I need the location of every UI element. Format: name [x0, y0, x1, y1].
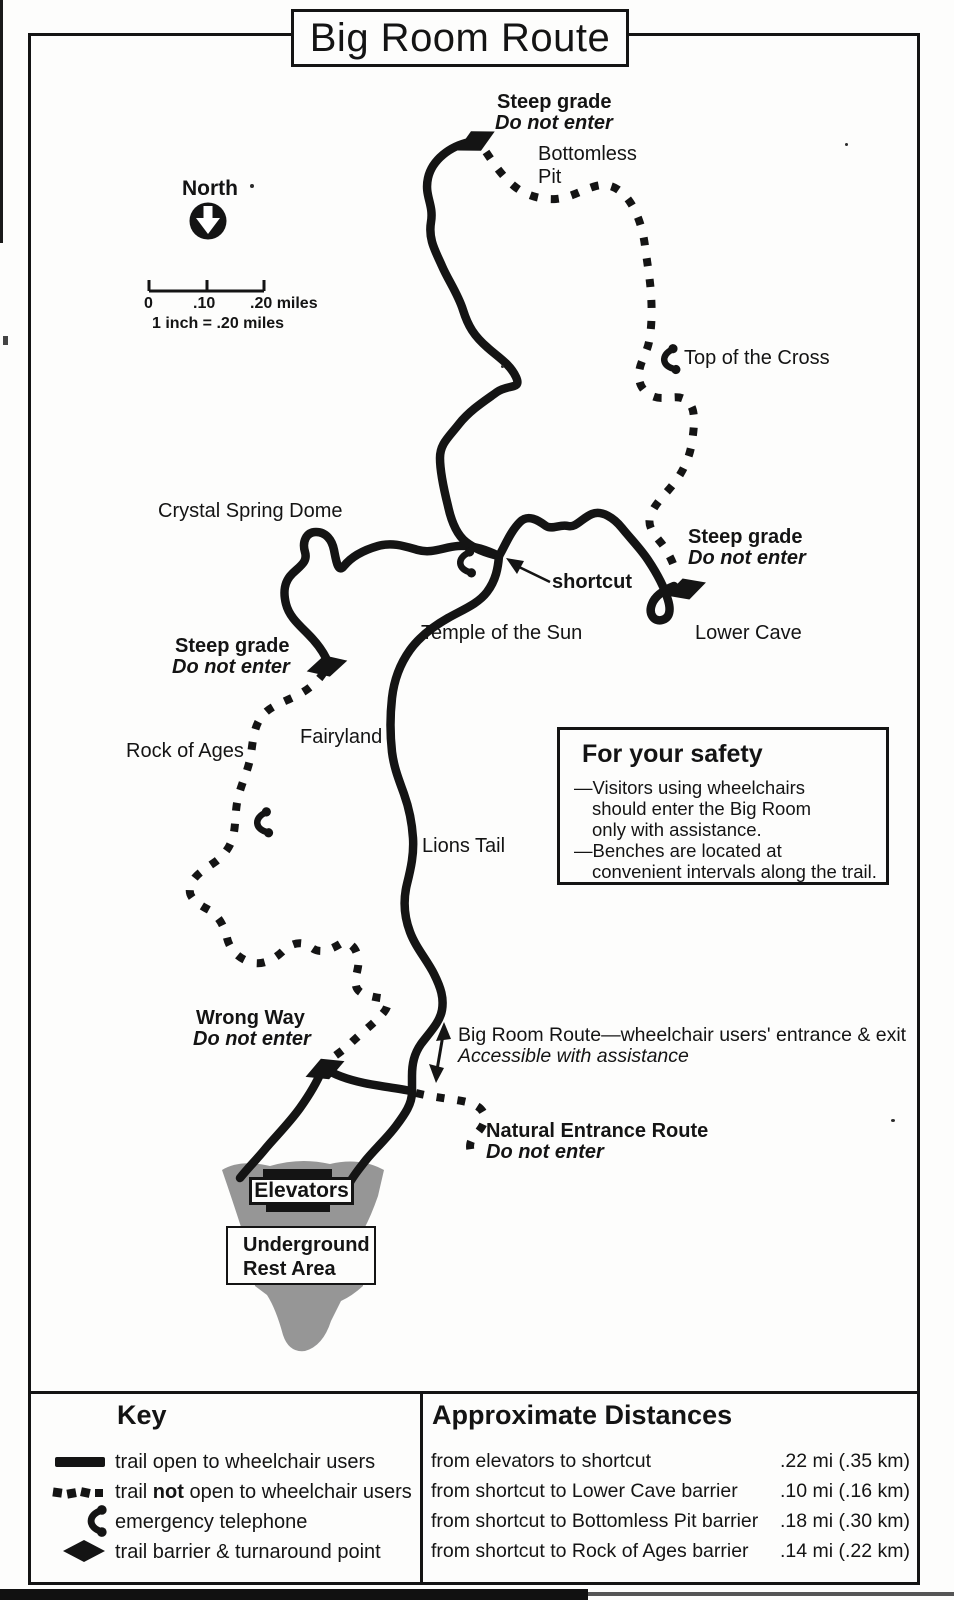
distances-title: Approximate Distances: [432, 1400, 733, 1430]
label-temple-of-the-sun: Temple of the Sun: [421, 622, 583, 644]
safety-line-4: —Benches are located at: [574, 840, 782, 861]
scan-artifact-left-edge: [0, 0, 3, 243]
distance-row: [431, 1446, 910, 1476]
distance-value: .10 mi (.16 km): [779, 1480, 910, 1502]
safety-box-title: For your safety: [582, 740, 763, 768]
label-big-room-entrance: Big Room Route—wheelchair users' entrance & exit: [458, 1024, 907, 1046]
distance-row: [431, 1536, 910, 1566]
map-title: [291, 9, 629, 67]
scale-tick-20: .20 miles: [250, 295, 318, 312]
safety-box: [557, 727, 889, 885]
elevators-label: Elevators: [254, 1179, 349, 1202]
scan-speck: [501, 365, 504, 368]
safety-line-5: convenient intervals along the trail.: [592, 861, 877, 882]
distance-value: .14 mi (.22 km): [779, 1540, 910, 1562]
label-fairyland: Fairyland: [300, 726, 383, 748]
label-natural-entrance-2: Do not enter: [486, 1141, 604, 1163]
key-dashed-trail-swatch: [52, 1487, 103, 1498]
key-barrier-icon: [63, 1540, 105, 1562]
map-title-text: Big Room Route: [309, 15, 611, 60]
key-phone-icon: [91, 1505, 107, 1537]
safety-line-2: should enter the Big Room: [592, 798, 812, 819]
label-crystal-spring-dome: Crystal Spring Dome: [158, 500, 343, 522]
label-steep-grade-right: Steep grade: [688, 526, 803, 548]
scan-speck: [891, 1119, 895, 1122]
label-bottomless-pit: Bottomless: [538, 143, 637, 165]
distance-value: .22 mi (.35 km): [779, 1450, 910, 1472]
solid-trail-lions-tail: [349, 556, 499, 1184]
label-wrong-way: Wrong Way: [196, 1007, 305, 1029]
distances-table: [431, 1446, 910, 1566]
key-item-barrier: trail barrier & turnaround point: [115, 1541, 381, 1563]
key-solid-trail-swatch: [55, 1457, 105, 1467]
scan-speck: [3, 336, 8, 345]
north-label: North: [182, 177, 238, 200]
label-steep-grade-right-2: Do not enter: [688, 547, 806, 569]
safety-line-3: only with assistance.: [592, 819, 762, 840]
elevators-box: [249, 1177, 354, 1205]
distance-label: from shortcut to Bottomless Pit barrier: [431, 1510, 759, 1532]
phone-icon-shortcut: [459, 547, 476, 578]
label-shortcut: shortcut: [552, 571, 632, 593]
label-big-room-entrance-2: Accessible with assistance: [458, 1045, 689, 1067]
label-steep-grade-left-2: Do not enter: [172, 656, 290, 678]
underground-rest-area-box: [226, 1226, 376, 1285]
label-lower-cave: Lower Cave: [695, 622, 802, 644]
key-item-solid-trail: trail open to wheelchair users: [115, 1451, 376, 1473]
label-steep-grade-left: Steep grade: [175, 635, 290, 657]
scan-speck: [250, 184, 254, 188]
shortcut-arrow: [506, 558, 550, 582]
label-wrong-way-2: Do not enter: [193, 1028, 311, 1050]
scale-tick-10: .10: [193, 295, 216, 312]
distance-row: [431, 1506, 910, 1536]
scan-artifact-bottom-bar: [0, 1589, 588, 1600]
scale-bar: [149, 280, 264, 291]
distance-row: [431, 1476, 910, 1506]
scale-note: 1 inch = .20 miles: [152, 315, 285, 332]
distance-label: from shortcut to Lower Cave barrier: [431, 1480, 738, 1502]
phone-icon-rock-of-ages: [256, 807, 274, 839]
distance-label: from shortcut to Rock of Ages barrier: [431, 1540, 749, 1562]
solid-trail-wrongway-to-junction: [324, 1068, 411, 1091]
key-title: Key: [117, 1400, 167, 1430]
label-rock-of-ages: Rock of Ages: [126, 740, 244, 762]
scan-artifact-bottom-line: [588, 1592, 954, 1596]
underground-label-2: Rest Area: [243, 1258, 336, 1280]
key-item-phone: emergency telephone: [115, 1511, 308, 1533]
scale-tick-0: 0: [144, 295, 153, 312]
label-steep-grade-top: Steep grade: [497, 91, 612, 113]
north-arrow-icon: [190, 203, 227, 240]
underground-label-1: Underground: [243, 1234, 370, 1256]
distance-label: from elevators to shortcut: [431, 1450, 652, 1472]
label-top-of-the-cross: Top of the Cross: [684, 347, 830, 369]
distance-value: .18 mi (.30 km): [779, 1510, 910, 1532]
label-steep-grade-top-2: Do not enter: [495, 112, 613, 134]
label-natural-entrance: Natural Entrance Route: [486, 1120, 709, 1142]
key-item-dashed-trail: trail not open to wheelchair users: [115, 1481, 412, 1503]
label-bottomless-pit-2: Pit: [538, 166, 562, 188]
solid-trail-spine: [427, 142, 517, 556]
barrier-icon-wrong-way: [301, 1051, 348, 1087]
phone-icon-top-of-cross: [662, 344, 681, 376]
label-lions-tail: Lions Tail: [422, 835, 506, 857]
scan-speck: [845, 143, 848, 146]
dashed-trail-natural-entrance: [416, 1093, 485, 1160]
safety-line-1: —Visitors using wheelchairs: [574, 777, 806, 798]
